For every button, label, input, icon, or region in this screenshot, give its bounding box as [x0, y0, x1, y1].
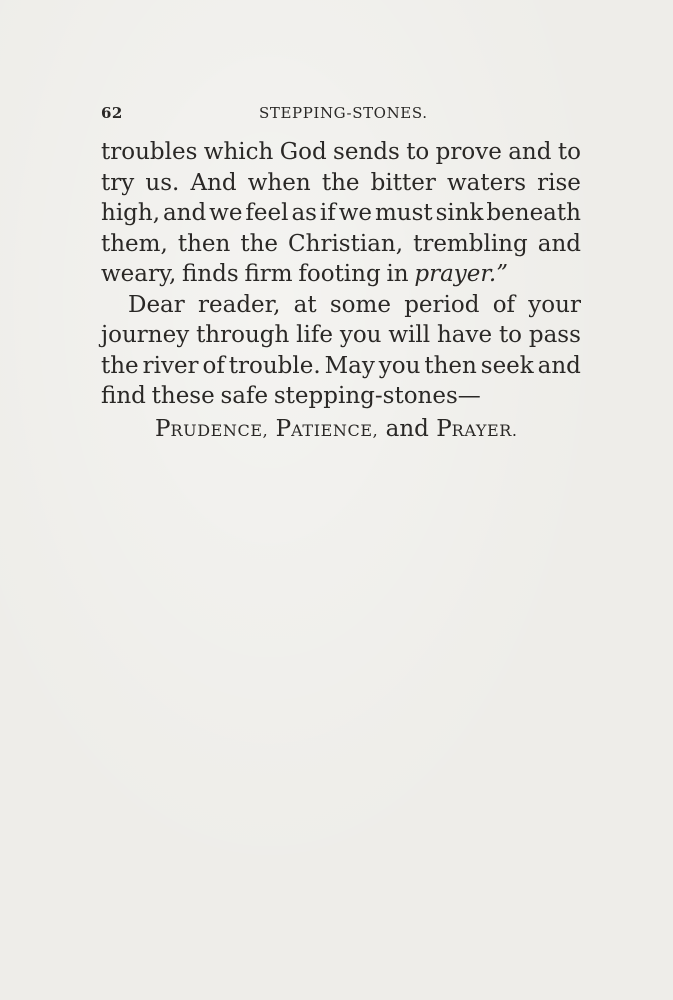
word: have [436, 322, 493, 348]
word: at [293, 291, 317, 318]
word: beneath [486, 200, 581, 226]
word: we [209, 200, 243, 226]
word: and [508, 139, 552, 165]
word: And [190, 169, 237, 196]
word: high, [101, 200, 161, 226]
patience-initial: P [275, 416, 292, 442]
word: trembling [413, 230, 528, 257]
word: then [177, 230, 231, 257]
word: feel [245, 200, 289, 226]
word: try [101, 169, 135, 196]
word: find [101, 383, 146, 409]
text-line [101, 320, 581, 351]
word: when [247, 169, 311, 196]
word: safe [220, 383, 269, 409]
word: life [296, 322, 333, 348]
word: your [528, 291, 581, 318]
word: us. [145, 169, 180, 196]
word: to [498, 322, 523, 348]
word: through [196, 322, 290, 348]
word: journey [101, 322, 190, 348]
patience-rest: ATIENCE, [291, 421, 379, 440]
text-line [101, 229, 581, 260]
text-line [101, 351, 581, 382]
word: the [101, 352, 139, 379]
word: sends [333, 139, 400, 165]
word: to [406, 139, 430, 165]
prudence-rest: RUDENCE, [170, 421, 269, 440]
paragraph-2 [101, 290, 581, 412]
text-line [101, 137, 581, 168]
word: Christian, [288, 230, 404, 257]
word: period [404, 291, 480, 318]
word: if [319, 200, 336, 226]
word: of [202, 352, 225, 379]
text-line [101, 168, 581, 199]
text-line [101, 259, 581, 290]
word: we [338, 200, 373, 226]
word: weary, [101, 261, 177, 287]
word: in [386, 261, 409, 287]
word: finds [182, 261, 239, 287]
paragraph-1 [101, 137, 581, 290]
word: seek [480, 352, 534, 379]
word: them, [101, 230, 168, 257]
word: must [374, 200, 433, 226]
closing-and: and [385, 416, 429, 442]
word: prove [435, 139, 502, 165]
word: stepping-stones— [273, 383, 481, 409]
word: pass [528, 322, 581, 348]
text-line [101, 198, 581, 229]
word: the [240, 230, 279, 257]
word: troubles [101, 139, 198, 165]
word: God [279, 139, 327, 165]
word: river [142, 352, 199, 379]
word: and [537, 230, 581, 257]
word: and [537, 352, 581, 379]
word: which [203, 139, 274, 165]
word: Dear [128, 291, 185, 318]
word: then [424, 352, 477, 379]
word: bitter [370, 169, 436, 196]
word: reader, [198, 291, 281, 318]
word: May [324, 352, 375, 379]
word: sink [435, 200, 484, 226]
word: you [339, 322, 382, 348]
word: these [151, 383, 215, 409]
word: rise [537, 169, 581, 196]
page-number: 62 [101, 104, 123, 122]
word: some [329, 291, 391, 318]
prayer-initial: P [436, 416, 452, 442]
word: you [378, 352, 421, 379]
word: will [388, 322, 431, 348]
word: waters [446, 169, 527, 196]
prayer-rest: RAYER. [451, 421, 518, 440]
emphasis-word: prayer.” [414, 261, 508, 287]
word: to [557, 139, 581, 165]
word: as [291, 200, 317, 226]
word: footing [298, 261, 381, 287]
page-header [101, 104, 581, 124]
word: trouble. [228, 352, 321, 379]
text-line [101, 381, 581, 412]
body-text [101, 137, 581, 412]
word: firm [244, 261, 293, 287]
closing-line [155, 416, 518, 442]
prudence-initial: P [155, 416, 171, 442]
text-line [101, 290, 581, 321]
word: the [321, 169, 360, 196]
word: and [162, 200, 207, 226]
word: of [492, 291, 516, 318]
running-title: STEPPING-STONES. [259, 104, 428, 122]
